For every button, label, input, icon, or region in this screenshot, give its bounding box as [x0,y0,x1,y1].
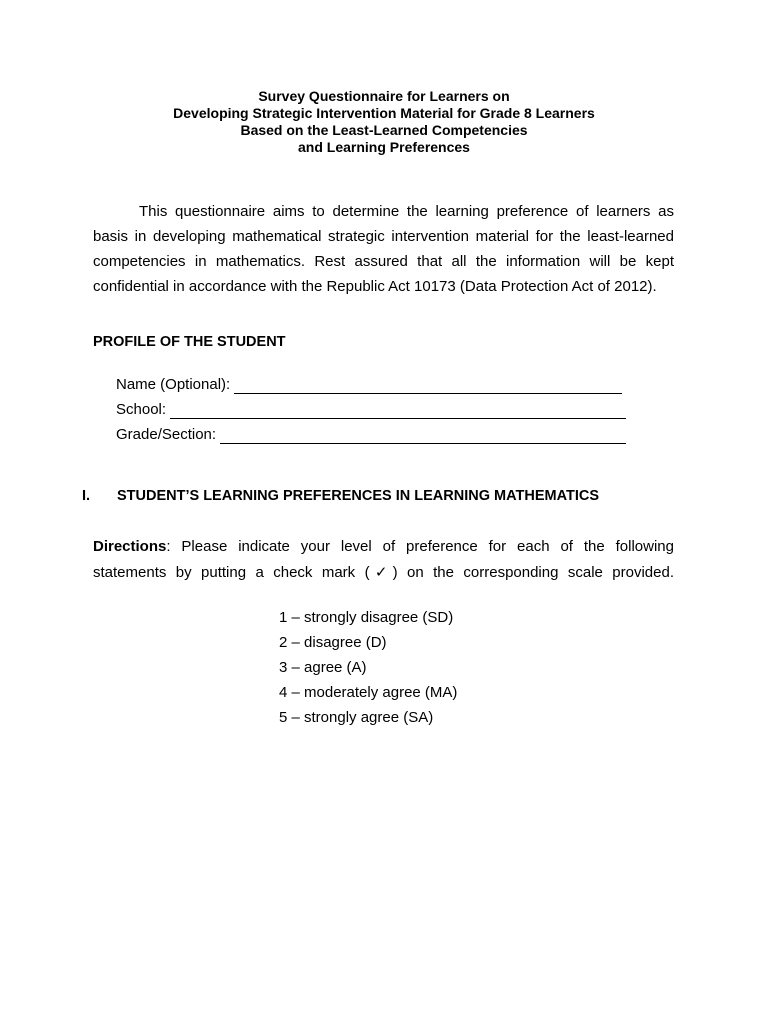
school-blank-line[interactable] [170,404,626,419]
rating-scale-list [279,605,457,730]
directions-label: Directions [93,538,167,555]
directions-paragraph [93,534,674,586]
scale-item-4: 4 – moderately agree (MA) [279,684,458,701]
profile-heading: PROFILE OF THE STUDENT [93,334,286,350]
scale-item-1: 1 – strongly disagree (SD) [279,609,454,626]
title-line-1: Survey Questionnaire for Learners on [258,88,510,104]
scale-item-3: 3 – agree (A) [279,659,367,676]
name-field [116,376,622,394]
title-line-2: Developing Strategic Intervention Material for Grade 8 Learners [173,105,595,121]
scale-item-5: 5 – strongly agree (SA) [279,709,434,726]
grade-section-label: Grade/Section: [116,426,217,443]
directions-text: : Please indicate your level of preference for each of the following statements by putting a check mark (✓) on the corresponding scale provided. [93,538,674,581]
title-line-3: Based on the Least-Learned Competencies [240,122,528,138]
title-line-4: and Learning Preferences [298,139,470,155]
document-title [0,88,768,156]
intro-paragraph: This questionnaire aims to determine the learning preference of learners as basis in developing mathematical strategic intervention material for the least-learned competencies in mathematics. Rest assured that all the information will be kept confidential in accordance with the Republic Act 10173 (Data Protection Act of 2012). [93,203,674,295]
name-blank-line[interactable] [234,379,622,394]
school-label: School: [116,401,167,418]
section-number: I. [82,488,91,504]
grade-section-blank-line[interactable] [220,429,626,444]
school-field [116,401,626,419]
grade-section-field [116,426,626,444]
scale-item-2: 2 – disagree (D) [279,634,387,651]
section-title: STUDENT’S LEARNING PREFERENCES IN LEARNING MATHEMATICS [117,488,600,504]
name-label: Name (Optional): [116,376,231,393]
